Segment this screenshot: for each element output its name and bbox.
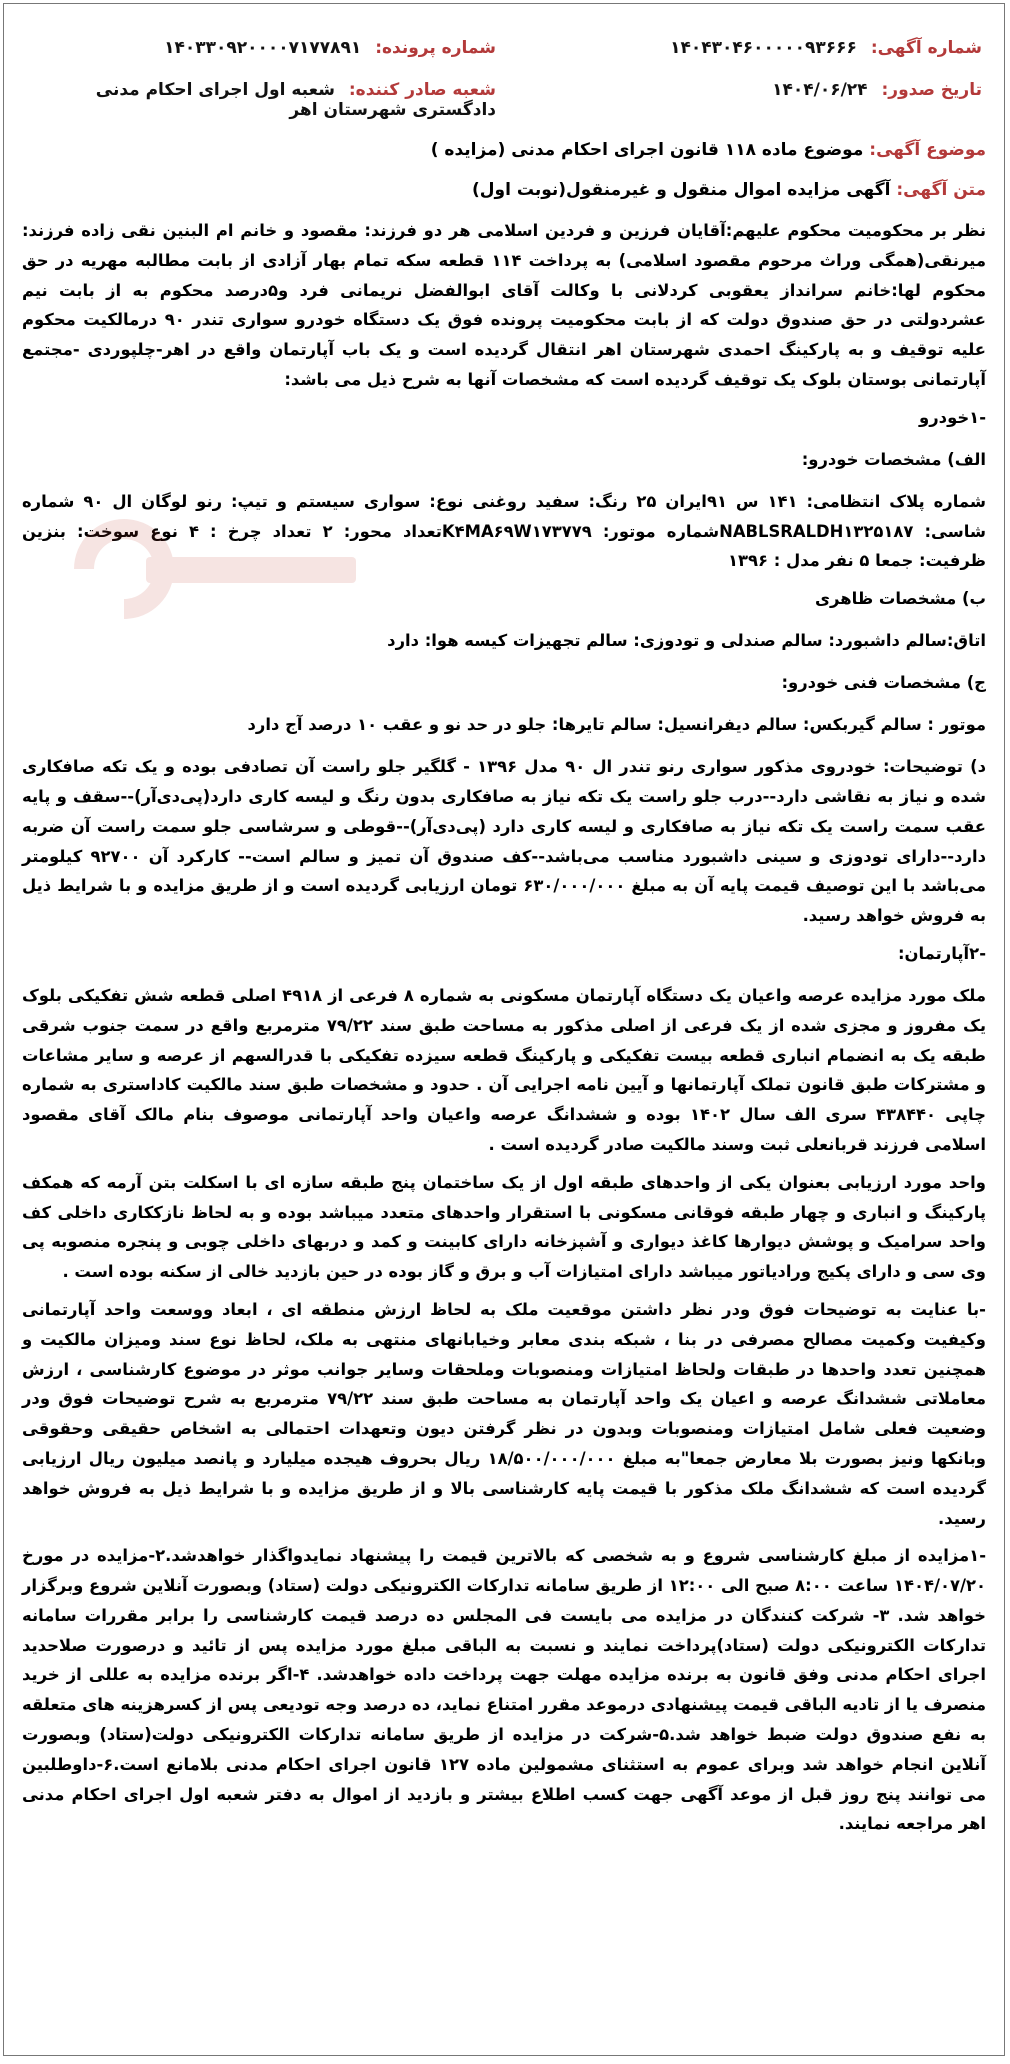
header-row-2	[22, 80, 986, 122]
technical-heading: ج) مشخصات فنی خودرو:	[781, 673, 986, 693]
notice-title-row	[22, 180, 986, 216]
appearance-heading: ب) مشخصات ظاهری	[815, 589, 986, 609]
notice-page	[3, 3, 1005, 2056]
auction-conditions: -۱مزایده از مبلغ کارشناسی شروع و به شخصی که بالاترین قیمت را پیشنهاد نمایدواگذار خواهدشد.۲-مزایده در مورخ ۱۴۰۴/۰۷/۲۰ ساعت ۸:۰۰ صبح الی ۱۲:۰۰ از طریق سامانه تدارکات الکترونیکی دولت (ستاد) وبصورت آنلاین شروع وبرگزار خواهد شد. ۳- شرکت کنندگان در مزایده می بایست فی المجلس ده درصد قیمت کارشناسی را برابر مقررات سامانه تدارکات الکترونیکی دولت (ستاد)پرداخت نمایند و نسبت به الباقی مبلغ مورد مزایده پس از تائید و درصورت صلاحدید اجرای احکام مدنی وفق قانون به برنده مزایده مهلت جهت پرداخت داده خواهدشد. ۴-اگر برنده مزایده به عللی از خرید منصرف یا از تادیه الباقی قیمت پیشنهادی درموعد مقرر امتناع نماید، ده درصد وجه تودیعی پس از کسرهزینه های متعلقه به نفع صندوق دولت ضبط خواهد شد.۵-شرکت در مزایده از طریق سامانه تدارکات الکترونیکی دولت(ستاد) وبصورت آنلاین انجام خواهد شد وبرای عموم به استثنای مشمولین ماده ۱۲۷ قانون اجرای احکام مدنی بلامانع است.۶-داوطلبین می توانند پنج روز قبل از موعد آگهی جهت کسب اطلاع بیشتر و بازدید از اموال به دفتر شعبه اول اجرای احکام مدنی اهر مراجعه نمایند.	[22, 1546, 986, 1834]
apartment-heading: -۲آپارتمان:	[897, 943, 986, 963]
notice-number-label: شماره آگهی:	[870, 38, 982, 58]
issuing-branch-label: شعبه صادر کننده:	[348, 80, 496, 100]
issuing-branch-value: شعبه اول اجرای احکام مدنی دادگستری شهرستان اهر	[95, 80, 496, 120]
subject-label: موضوع آگهی:	[869, 140, 986, 160]
subject-row	[22, 140, 986, 180]
notice-number-value: ۱۴۰۴۳۰۴۶۰۰۰۰۰۹۳۶۶۶	[670, 38, 857, 58]
car-specs: شماره پلاک انتظامی: ۱۴۱ س ۹۱ایران ۲۵ رنگ: سفید روغنی نوع: سواری سیستم و تیپ: رنو لوگان ال ۹۰ شماره شاسی: NABLSRALDH۱۳۲۵۱۸۷شماره موتور: K۴MA۶۹W۱۷۳۷۷۹تعداد محور: ۲ تعداد چرخ : ۴ نوع سوخت: بنزین ظرفیت: جمعا ۵ نفر مدل : ۱۳۹۶	[22, 491, 987, 571]
issue-date	[772, 80, 982, 100]
header-row-1	[22, 38, 986, 80]
subject-value: موضوع ماده ۱۱۸ قانون اجرای احکام مدنی (مزایده )	[430, 140, 864, 160]
case-number	[164, 38, 496, 58]
appearance-specs: اتاق:سالم داشبورد: سالم صندلی و تودوزی: سالم تجهیزات کیسه هوا: دارد	[387, 631, 986, 651]
case-number-label: شماره پرونده:	[375, 38, 496, 58]
notice-title: آگهی مزایده اموال منقول و غیرمنقول(نوبت اول)	[472, 180, 891, 200]
car-specs-heading: الف) مشخصات خودرو:	[801, 449, 986, 469]
apartment-paragraph-3: -با عنایت به توضیحات فوق ودر نظر داشتن موقعیت ملک به لحاظ ارزش منطقه ای ، ابعاد ووسعت واحد آپارتمانی وکیفیت وکمیت مصالح مصرفی در بنا ، شبکه بندی معابر وخیابانهای منتهی به ملک، لحاظ نوع سند ومیزان مالکیت و همچنین تعدد واحدها در طبقات ولحاظ امتیازات ومنصوبات وملحقات وسایر جوانب موثر در موضوع کارشناسی ، ارزش معاملاتی ششدانگ عرصه و اعیان یک واحد آپارتمان به مساحت طبق سند ۷۹/۲۲ مترمربع به شرح توضیحات فوق ودر وضعیت فعلی شامل امتیازات ومنصوبات وبدون در نظر گرفتن دیون وتعهدات احتمالی به اشخاص حقیقی وحقوقی وبانکها ونیز بصورت بلا معارض جمعا"به مبلغ ۱۸/۵۰۰/۰۰۰/۰۰۰ ریال بحروف هیجده میلیارد و پانصد میلیون ریال ارزیابی گردیده است که ششدانگ ملک مذکور با قیمت پایه کارشناسی بالا و از طریق مزایده و با شرایط ذیل به فروش خواهد رسید.	[22, 1299, 986, 1528]
car-description: د) توضیحات: خودروی مذکور سواری رنو تندر ال ۹۰ مدل ۱۳۹۶ - گلگیر جلو راست آن تصادفی بوده و یک تکه صافکاری شده و نیاز به نقاشی دارد--درب جلو راست یک تکه نیاز به صافکاری بدون رنگ و لیسه کاری دارد(پی‌دی‌آر)--سقف و پایه عقب سمت راست یک تکه نیاز به صافکاری و لیسه کاری دارد (پی‌دی‌آر)--قوطی و سرشاسی جلو سمت راست آن ضربه دارد--دارای تودوزی و سینی داشبورد مناسب می‌باشد--کف صندوق آن تمیز و سالم است-- کارکرد آن ۹۲۷۰۰ کیلومتر می‌باشد با این توصیف قیمت پایه آن به مبلغ ۶۳۰/۰۰۰/۰۰۰ تومان ارزیابی گردیده است و از طریق مزایده و با شرایط ذیل به فروش خواهد رسید.	[22, 757, 986, 926]
technical-specs: موتور : سالم گیربکس: سالم دیفرانسیل: سالم تایرها: جلو در حد نو و عقب ۱۰ درصد آج دارد	[247, 715, 986, 735]
car-heading: -۱خودرو	[919, 407, 986, 427]
notice-text-label: متن آگهی:	[896, 180, 986, 200]
intro-paragraph: نظر بر محکومیت محکوم علیهم:آقایان فرزین و فردین اسلامی هر دو فرزند: مقصود و خانم ام البنین نقی زاده فرزند: میرنقی(همگی وراث مرحوم مقصود اسلامی) به پرداخت ۱۱۴ قطعه سکه تمام بهار آزادی از بابت مطالبه مهریه در حق محکوم لها:خانم سرانداز یعقوبی کردلانی با وکالت آقای ابوالفضل نریمانی فرد و۵درصد محکوم به از بابت نیم عشردولتی در حق صندوق دولت که از بابت محکومیت پرونده فوق یک دستگاه خودرو سواری تندر ۹۰ درمالکیت محکوم علیه توقیف و به پارکینگ احمدی شهرستان اهر انتقال گردیده است و یک باب آپارتمان واقع در اهر-چلپوردی -مجتمع آپارتمانی بوستان بلوک یک توقیف گردیده است که مشخصات آنها به شرح ذیل می باشد:	[22, 221, 986, 389]
apartment-paragraph-2: واحد مورد ارزیابی بعنوان یکی از واحدهای طبقه اول از یک ساختمان پنج طبقه سازه ای با اسکلت بتن آرمه که همکف پارکینگ و انباری و چهار طبقه فوقانی مسکونی با استقرار واحدهای متعدد میباشد بوده و به لحاظ نازککاری داخلی کف واحد سرامیک و پوشش دیوارها کاغذ دیواری و آشپزخانه دارای کابینت و کمد و دربهای داخلی چوبی و پنجره منصوبه پی وی سی و دارای پکیج ورادیاتور میباشد دارای امتیازات آب و برق و گاز بوده در حین بازدید خالی از سکنه بوده است .	[22, 1172, 986, 1282]
apartment-paragraph-1: ملک مورد مزایده عرصه واعیان یک دستگاه آپارتمان مسکونی به شماره ۸ فرعی از ۴۹۱۸ اصلی قطعه شش تفکیکی بلوک یک مفروز و مجزی شده از یک فرعی از اصلی مذکور به مساحت طبق سند ۷۹/۲۲ مترمربع واقع در سمت جنوب شرقی طبقه یک به انضمام انباری قطعه بیست تفکیکی و پارکینگ قطعه سیزده تفکیکی با قدرالسهم از عرصه و سایر مشاعات و مشترکات طبق قانون تملک آپارتمانها و آیین نامه اجرایی آن . حدود و مشخصات طبق سند مالکیت کاداستری به شماره چاپی ۴۳۸۴۴۰ سری الف سال ۱۴۰۲ بوده و ششدانگ عرصه واعیان واحد آپارتمانی موصوف بنام مالک آقای مقصود اسلامی فرزند قربانعلی ثبت وسند مالکیت صادر گردیده است .	[22, 985, 986, 1154]
issue-date-value: ۱۴۰۴/۰۶/۲۴	[772, 80, 868, 100]
case-number-value: ۱۴۰۳۳۰۹۲۰۰۰۰۷۱۷۷۸۹۱	[164, 38, 362, 58]
issuing-branch	[22, 80, 496, 120]
issue-date-label: تاریخ صدور:	[881, 80, 982, 100]
notice-number	[670, 38, 982, 58]
